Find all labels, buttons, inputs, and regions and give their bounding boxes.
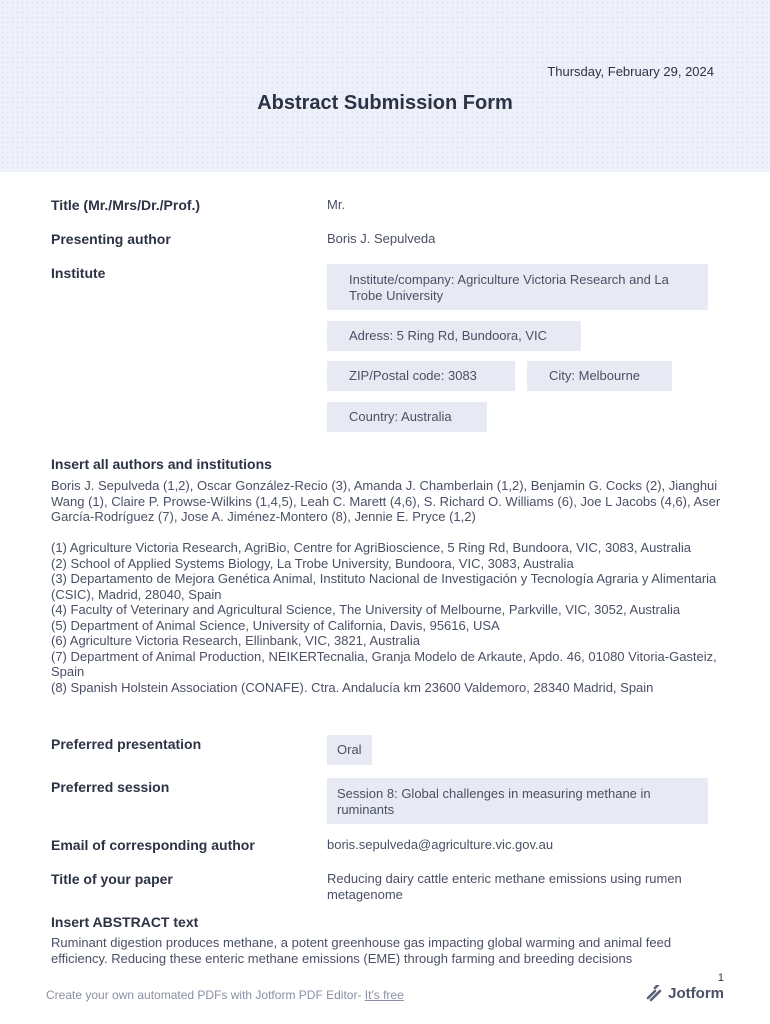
brand-name: Jotform [668, 985, 724, 1002]
affiliations-list [51, 540, 721, 695]
form-title: Abstract Submission Form [257, 92, 513, 114]
affiliation-item: (5) Department of Animal Science, University of California, Davis, 95616, USA [51, 617, 500, 633]
authors-names: Boris J. Sepulveda (1,2), Oscar González-Recio (3), Amanda J. Chamberlain (1,2), Benjamin G. Cocks (2), Jianghui Wang (1), Claire P. Prowse-Wilkins (1,4,5), Leah C. Marett (4,6), S. Richard O. Williams (6), Joe L Jacobs (4,6), Aser García-Rodríguez (7), Jose A. Jiménez-Montero (8), Jennie E. Pryce (1,2) [51, 478, 721, 524]
title-label: Title (Mr./Mrs/Dr./Prof.) [51, 197, 201, 213]
email-value: boris.sepulveda@agriculture.vic.gov.au [327, 837, 554, 852]
jotform-logo[interactable] [646, 985, 724, 1002]
affiliation-item: (3) Departamento de Mejora Genética Animal, Instituto Nacional de Investigación y Tecnología Agraria y Alimentaria (CSIC), Madrid, 28040, Spain [51, 571, 717, 602]
email-label: Email of corresponding author [51, 837, 255, 853]
institute-zip-box: ZIP/Postal code: 3083 [327, 361, 515, 391]
presenting-author-label: Presenting author [51, 231, 171, 247]
institute-label: Institute [51, 265, 106, 281]
footer-note [46, 988, 404, 1002]
presenting-author-value: Boris J. Sepulveda [327, 231, 436, 246]
paper-title-label: Title of your paper [51, 871, 173, 887]
submission-date: Thursday, February 29, 2024 [547, 64, 714, 79]
footer-text: Create your own automated PDFs with Jotform PDF Editor- [46, 988, 365, 1002]
institute-country-box: Country: Australia [327, 402, 487, 432]
affiliation-item: (2) School of Applied Systems Biology, La Trobe University, Bundoora, VIC, 3083, Australia [51, 555, 574, 571]
paper-title-value: Reducing dairy cattle enteric methane emissions using rumen metagenome [327, 871, 682, 902]
title-value: Mr. [327, 197, 346, 212]
institute-company-box: Institute/company: Agriculture Victoria Research and La Trobe University [327, 264, 708, 310]
form-header [0, 0, 770, 172]
page-number: 1 [717, 972, 724, 984]
affiliation-item: (8) Spanish Holstein Association (CONAFE). Ctra. Andalucía km 23600 Valdemoro, 28340 Madrid, Spain [51, 679, 654, 695]
session-label: Preferred session [51, 779, 170, 795]
abstract-label: Insert ABSTRACT text [51, 914, 199, 930]
abstract-text: Ruminant digestion produces methane, a potent greenhouse gas impacting global warming and animal feed efficiency. Reducing these enteric methane emissions (EME) through farming and breeding decisions [51, 935, 672, 966]
presentation-label: Preferred presentation [51, 736, 202, 752]
institute-address-box: Adress: 5 Ring Rd, Bundoora, VIC [327, 321, 581, 351]
affiliation-item: (6) Agriculture Victoria Research, Ellinbank, VIC, 3821, Australia [51, 633, 420, 648]
affiliation-item: (4) Faculty of Veterinary and Agricultural Science, The University of Melbourne, Parkville, VIC, 3052, Australia [51, 602, 681, 617]
institute-city-box: City: Melbourne [527, 361, 672, 391]
footer-free-link[interactable]: It's free [364, 988, 404, 1002]
presentation-value-box: Oral [327, 735, 372, 765]
affiliation-item: (7) Department of Animal Production, NEIKERTecnalia, Granja Modelo de Arkaute, Apdo. 46, 01080 Vitoria-Gasteiz, Spain [51, 648, 717, 679]
affiliation-item: (1) Agriculture Victoria Research, AgriBio, Centre for AgriBioscience, 5 Ring Rd, Bundoora, VIC, 3083, Australia [51, 540, 691, 555]
jotform-logo-icon [646, 985, 663, 1002]
authors-label: Insert all authors and institutions [51, 456, 272, 472]
session-value-box: Session 8: Global challenges in measuring methane in ruminants [327, 778, 708, 824]
